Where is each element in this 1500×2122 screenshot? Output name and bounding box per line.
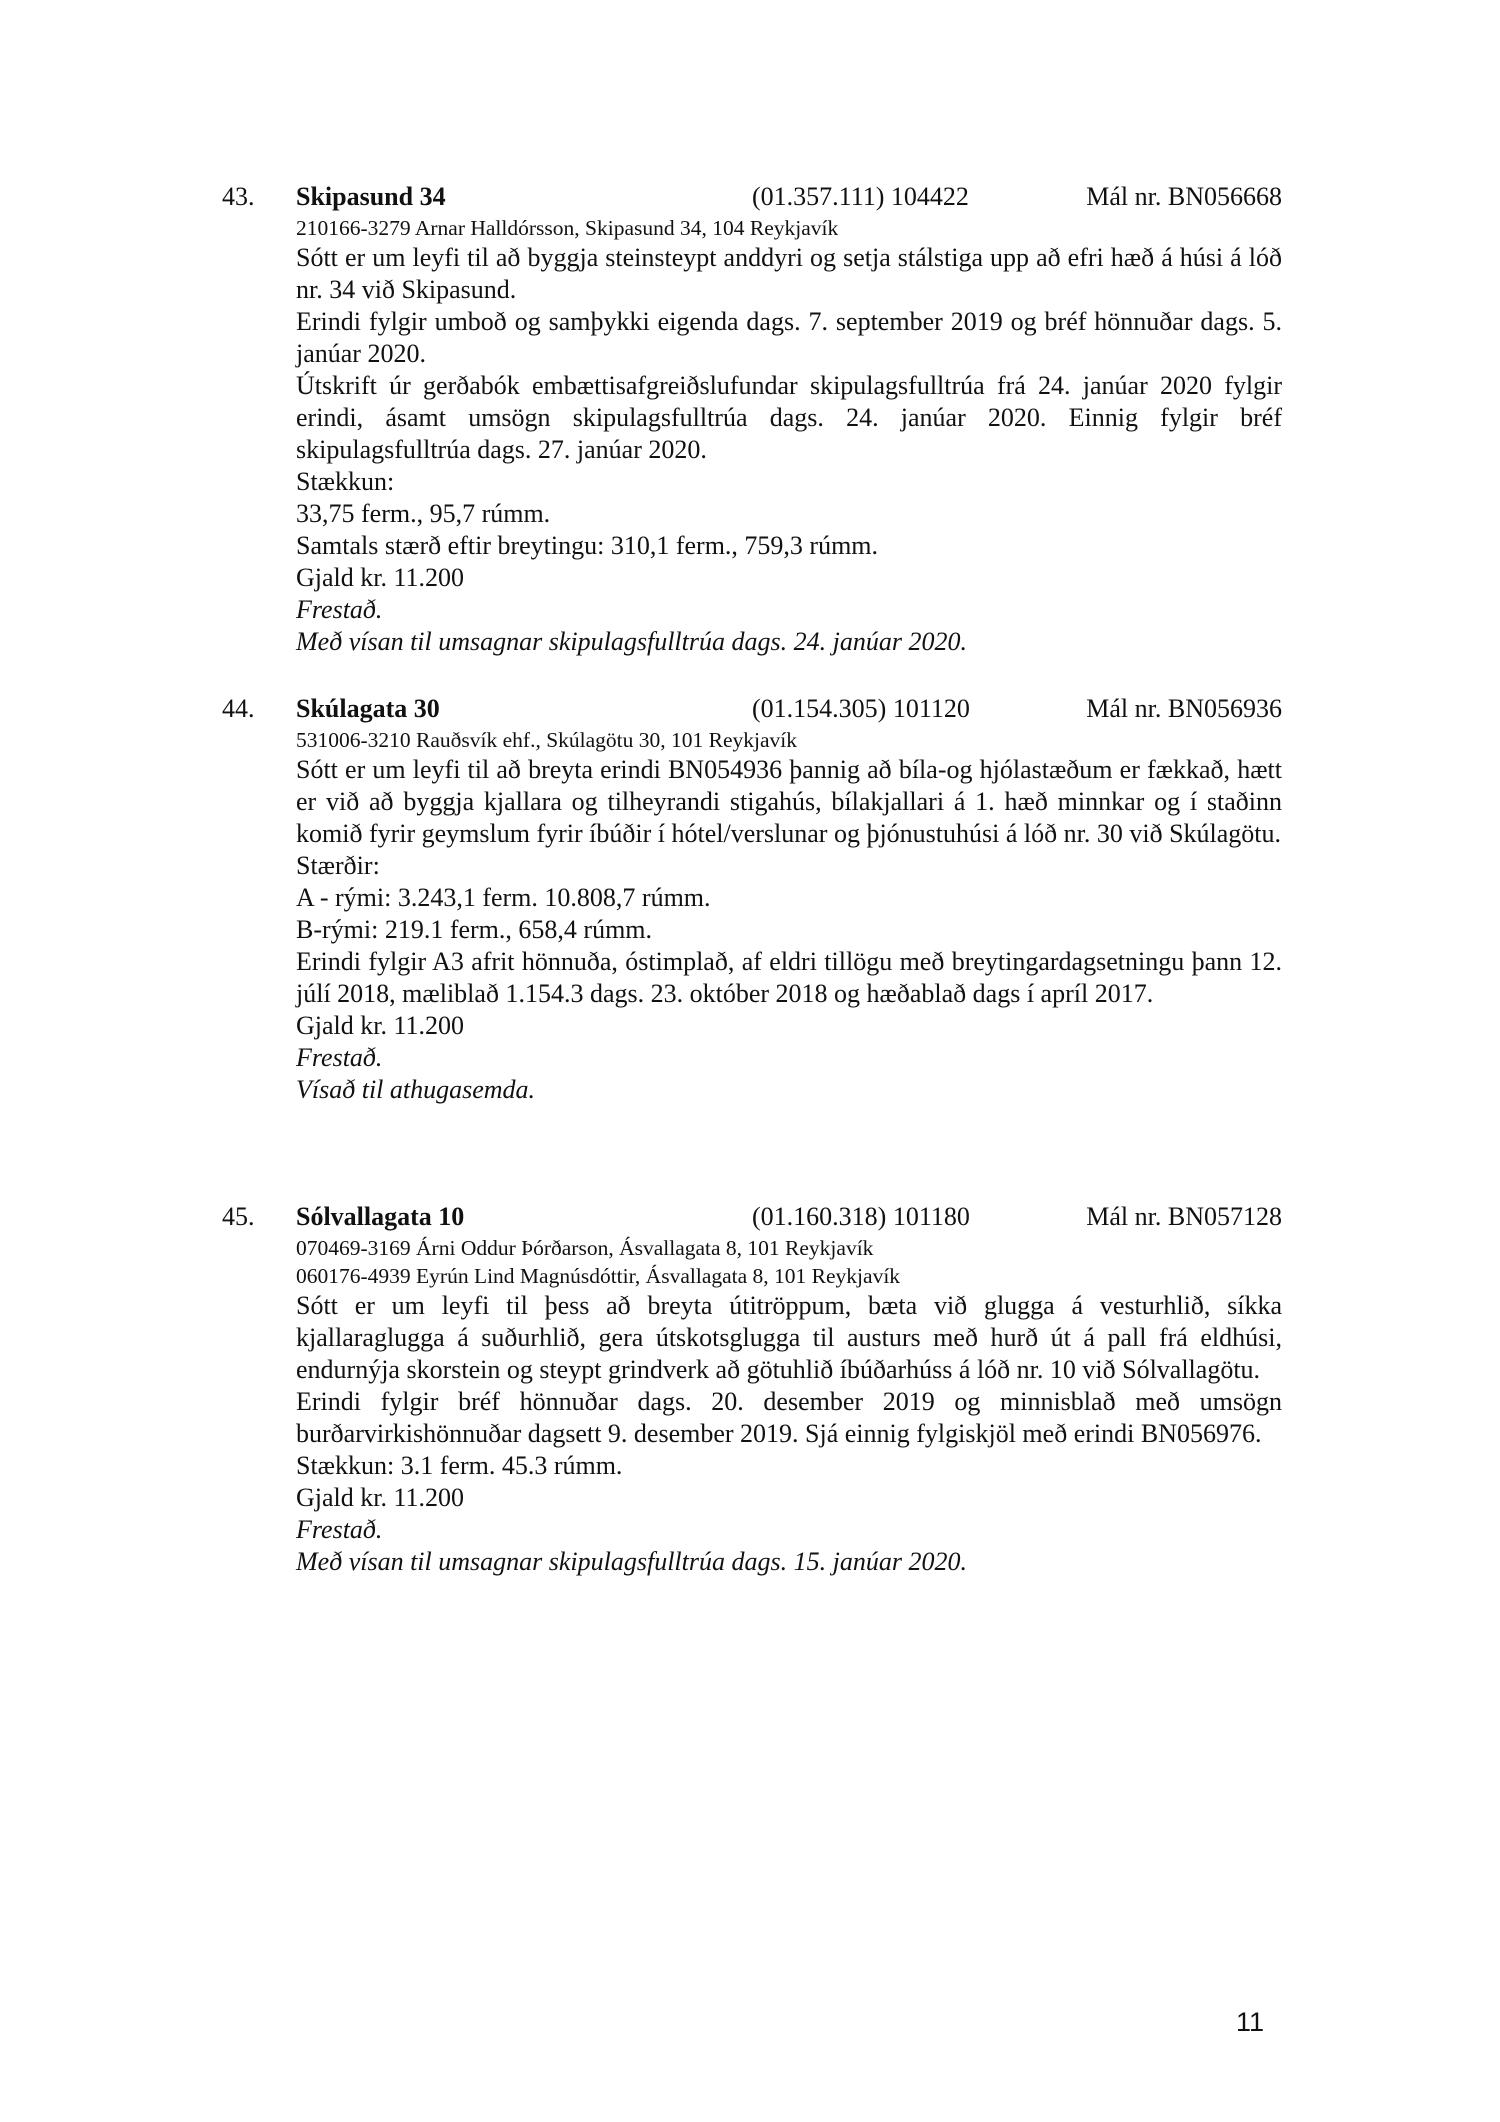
decision-status: Frestað. bbox=[296, 595, 383, 624]
decision-note: Með vísan til umsagnar skipulagsfulltrúa dags. 15. janúar 2020. bbox=[296, 1547, 967, 1576]
attachment-paragraph: Útskrift úr gerðabók embættisafgreiðslufundar skipulagsfulltrúa frá 24. janúar 2020 fylgir erindi, ásamt umsögn skipulagsfulltrúa dags. 24. janúar 2020. Einnig fylgir bréf skipulagsfulltrúa dags. 27. janúar 2020. bbox=[296, 371, 1282, 464]
item-header bbox=[222, 180, 1282, 214]
agenda-item bbox=[222, 692, 1282, 1106]
size-value: A - rými: 3.243,1 ferm. 10.808,7 rúmm. bbox=[296, 883, 711, 912]
item-number: 44. bbox=[222, 694, 255, 723]
item-body bbox=[296, 726, 1282, 1106]
fee: Gjald kr. 11.200 bbox=[296, 563, 465, 592]
attachment-paragraph: Erindi fylgir A3 afrit hönnuða, óstimplað, af eldri tillögu með breytingardagsetningu þann 12. júlí 2018, mæliblað 1.154.3 dags. 23. október 2018 og hæðablað dags í apríl 2017. bbox=[296, 947, 1282, 1008]
decision-status: Frestað. bbox=[296, 1043, 383, 1072]
size-value: Stækkun: 3.1 ferm. 45.3 rúmm. bbox=[296, 1451, 623, 1480]
applicant: 060176-4939 Eyrún Lind Magnúsdóttir, Ásvallagata 8, 101 Reykjavík bbox=[296, 1264, 901, 1288]
item-number: 45. bbox=[222, 1202, 255, 1231]
decision-status: Frestað. bbox=[296, 1515, 383, 1544]
fee: Gjald kr. 11.200 bbox=[296, 1483, 465, 1512]
description-paragraph: Sótt er um leyfi til að breyta erindi BN054936 þannig að bíla-og hjólastæðum er fækkað, hætt er við að byggja kjallara og tilheyrandi stigahús, bílakjallari á 1. hæð minnkar og í staðinn komið fyrir geymslum fyrir íbúðir í hótel/verslunar og þjónustuhúsi á lóð nr. 30 við Skúlagötu. bbox=[296, 755, 1282, 848]
case-number: Mál nr. BN056668 bbox=[1086, 182, 1282, 211]
agenda-item bbox=[222, 180, 1282, 658]
size-value: 33,75 ferm., 95,7 rúmm. bbox=[296, 499, 551, 528]
item-number: 43. bbox=[222, 182, 255, 211]
attachment-paragraph: Erindi fylgir bréf hönnuðar dags. 20. desember 2019 og minnisblað með umsögn burðarvirkishönnuðar dagsett 9. desember 2019. Sjá einnig fylgiskjöl með erindi BN056976. bbox=[296, 1387, 1282, 1448]
item-body bbox=[296, 1234, 1282, 1578]
land-id: (01.357.111) 104422 bbox=[752, 182, 969, 211]
applicant: 531006-3210 Rauðsvík ehf., Skúlagötu 30, 101 Reykjavík bbox=[296, 728, 798, 752]
total-size: Samtals stærð eftir breytingu: 310,1 ferm., 759,3 rúmm. bbox=[296, 531, 879, 560]
case-number: Mál nr. BN057128 bbox=[1086, 1202, 1282, 1231]
size-value: B-rými: 219.1 ferm., 658,4 rúmm. bbox=[296, 915, 653, 944]
item-address: Skúlagata 30 bbox=[296, 694, 440, 723]
item-header bbox=[222, 1200, 1282, 1234]
agenda-item bbox=[222, 1200, 1282, 1578]
size-label: Stærðir: bbox=[296, 851, 380, 880]
item-header bbox=[222, 692, 1282, 726]
description-paragraph: Sótt er um leyfi til þess að breyta útitröppum, bæta við glugga á vesturhlið, síkka kjallaraglugga á suðurhlið, gera útskotsglugga til austurs með hurð út á pall frá eldhúsi, endurnýja skorstein og steypt grindverk að götuhlið íbúðarhúss á lóð nr. 10 við Sólvallagötu. bbox=[296, 1291, 1282, 1384]
decision-note: Vísað til athugasemda. bbox=[296, 1075, 536, 1104]
description-paragraph: Sótt er um leyfi til að byggja steinsteypt anddyri og setja stálstiga upp að efri hæð á húsi á lóð nr. 34 við Skipasund. bbox=[296, 243, 1282, 304]
land-id: (01.160.318) 101180 bbox=[752, 1202, 970, 1231]
land-id: (01.154.305) 101120 bbox=[752, 694, 970, 723]
case-number: Mál nr. BN056936 bbox=[1086, 694, 1282, 723]
fee: Gjald kr. 11.200 bbox=[296, 1011, 465, 1040]
decision-note: Með vísan til umsagnar skipulagsfulltrúa dags. 24. janúar 2020. bbox=[296, 627, 967, 656]
item-body bbox=[296, 214, 1282, 658]
item-address: Sólvallagata 10 bbox=[296, 1202, 465, 1231]
item-address: Skipasund 34 bbox=[296, 182, 446, 211]
page-number: 11 bbox=[1236, 2007, 1265, 2037]
attachment-paragraph: Erindi fylgir umboð og samþykki eigenda dags. 7. september 2019 og bréf hönnuðar dags. 5. janúar 2020. bbox=[296, 307, 1282, 368]
size-label: Stækkun: bbox=[296, 467, 395, 496]
applicant: 070469-3169 Árni Oddur Þórðarson, Ásvallagata 8, 101 Reykjavík bbox=[296, 1236, 874, 1260]
applicant: 210166-3279 Arnar Halldórsson, Skipasund 34, 104 Reykjavík bbox=[296, 216, 839, 240]
